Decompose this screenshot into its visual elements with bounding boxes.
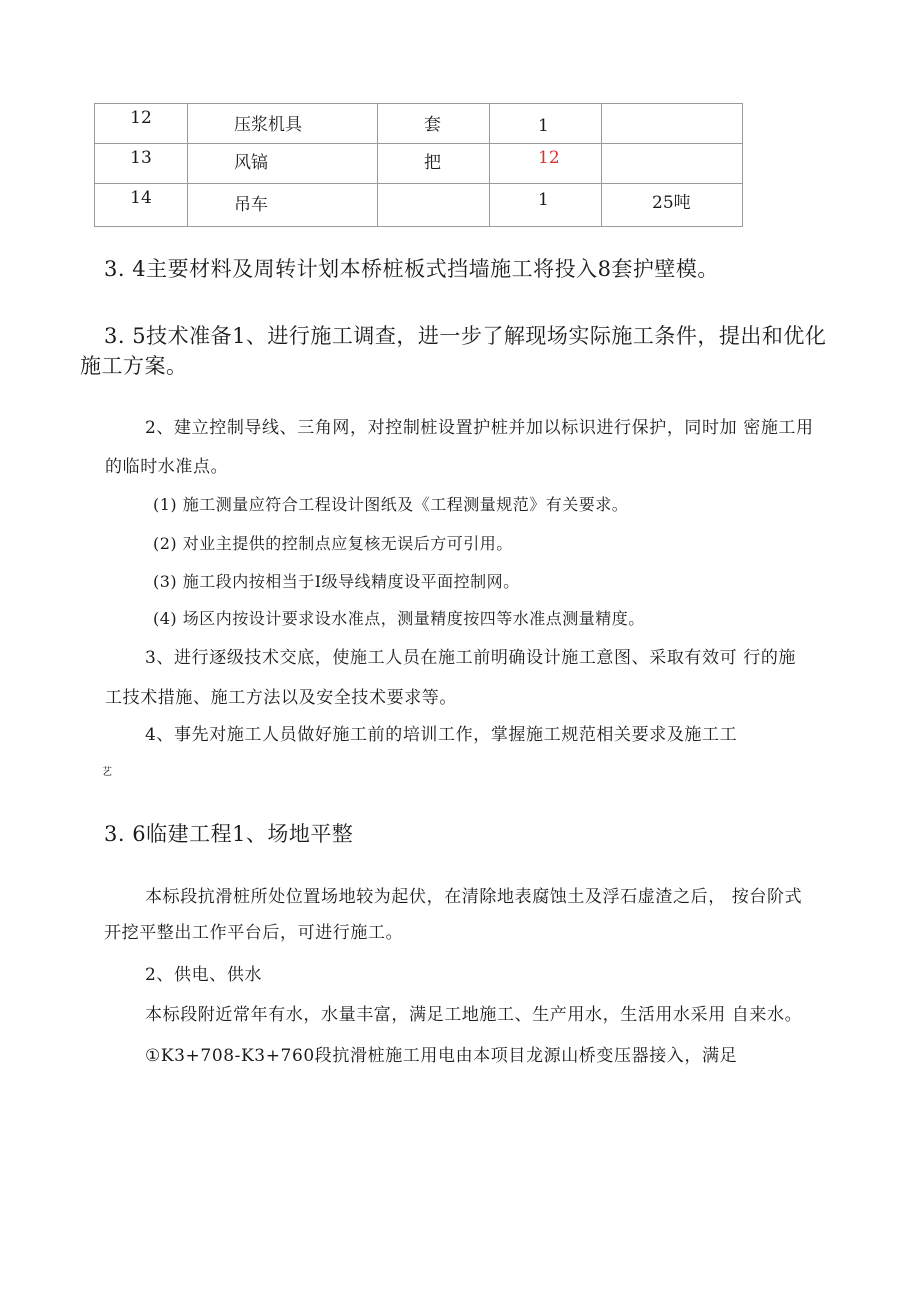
section-3-5-continued: 施工方案。	[80, 354, 188, 378]
table-row	[95, 144, 743, 184]
paragraph-6: 2、供电、供水	[145, 965, 263, 985]
row-number: 12	[95, 104, 188, 144]
equipment-unit	[378, 184, 490, 227]
equipment-quantity: 1	[490, 184, 602, 227]
row-number: 13	[95, 144, 188, 184]
paragraph-2: 2、建立控制导线、三角网，对控制桩设置护桩并加以标识进行保护，同时加 密施工用	[145, 418, 814, 438]
list-item: (1) 施工测量应符合工程设计图纸及《工程测量规范》有关要求。	[153, 495, 629, 514]
table-row	[95, 104, 743, 144]
paragraph-8: ①K3+708-K3+760段抗滑桩施工用电由本项目龙源山桥变压器接入，满足	[145, 1046, 738, 1066]
equipment-unit: 套	[378, 104, 490, 144]
paragraph-4: 4、事先对施工人员做好施工前的培训工作，掌握施工规范相关要求及施工工	[145, 725, 738, 745]
paragraph-5: 本标段抗滑桩所处位置场地较为起伏，在清除地表腐蚀土及浮石虚渣之后， 按台阶式	[145, 887, 803, 907]
paragraph-4-continued: 艺	[102, 767, 112, 778]
equipment-note: 25吨	[602, 184, 743, 227]
row-number: 14	[95, 184, 188, 227]
equipment-note	[602, 144, 743, 184]
equipment-table	[94, 103, 743, 227]
equipment-unit: 把	[378, 144, 490, 184]
section-3-5-heading: 3. 5技术准备1、进行施工调查，进一步了解现场实际施工条件，提出和优化	[104, 324, 827, 348]
equipment-name: 吊车	[188, 184, 378, 227]
equipment-quantity: 12	[490, 144, 602, 184]
paragraph-5-continued: 开挖平整出工作平台后，可进行施工。	[104, 923, 404, 943]
table-row	[95, 184, 743, 227]
list-item: (2) 对业主提供的控制点应复核无误后方可引用。	[153, 534, 513, 553]
paragraph-3: 3、进行逐级技术交底，使施工人员在施工前明确设计施工意图、采取有效可 行的施	[145, 648, 797, 668]
section-3-6-heading: 3. 6临建工程1、场地平整	[104, 822, 354, 846]
list-item: (4) 场区内按设计要求设水准点，测量精度按四等水准点测量精度。	[153, 609, 645, 628]
list-item: (3) 施工段内按相当于I级导线精度设平面控制网。	[153, 572, 520, 591]
equipment-note	[602, 104, 743, 144]
equipment-name: 风镐	[188, 144, 378, 184]
paragraph-3-continued: 工技术措施、施工方法以及安全技术要求等。	[105, 688, 457, 708]
equipment-name: 压浆机具	[188, 104, 378, 144]
paragraph-7: 本标段附近常年有水，水量丰富，满足工地施工、生产用水，生活用水采用 自来水。	[145, 1005, 803, 1025]
section-3-4-heading: 3. 4主要材料及周转计划本桥桩板式挡墙施工将投入8套护壁模。	[104, 257, 719, 281]
equipment-quantity: 1	[490, 104, 602, 144]
paragraph-2-continued: 的临时水准点。	[105, 457, 229, 477]
